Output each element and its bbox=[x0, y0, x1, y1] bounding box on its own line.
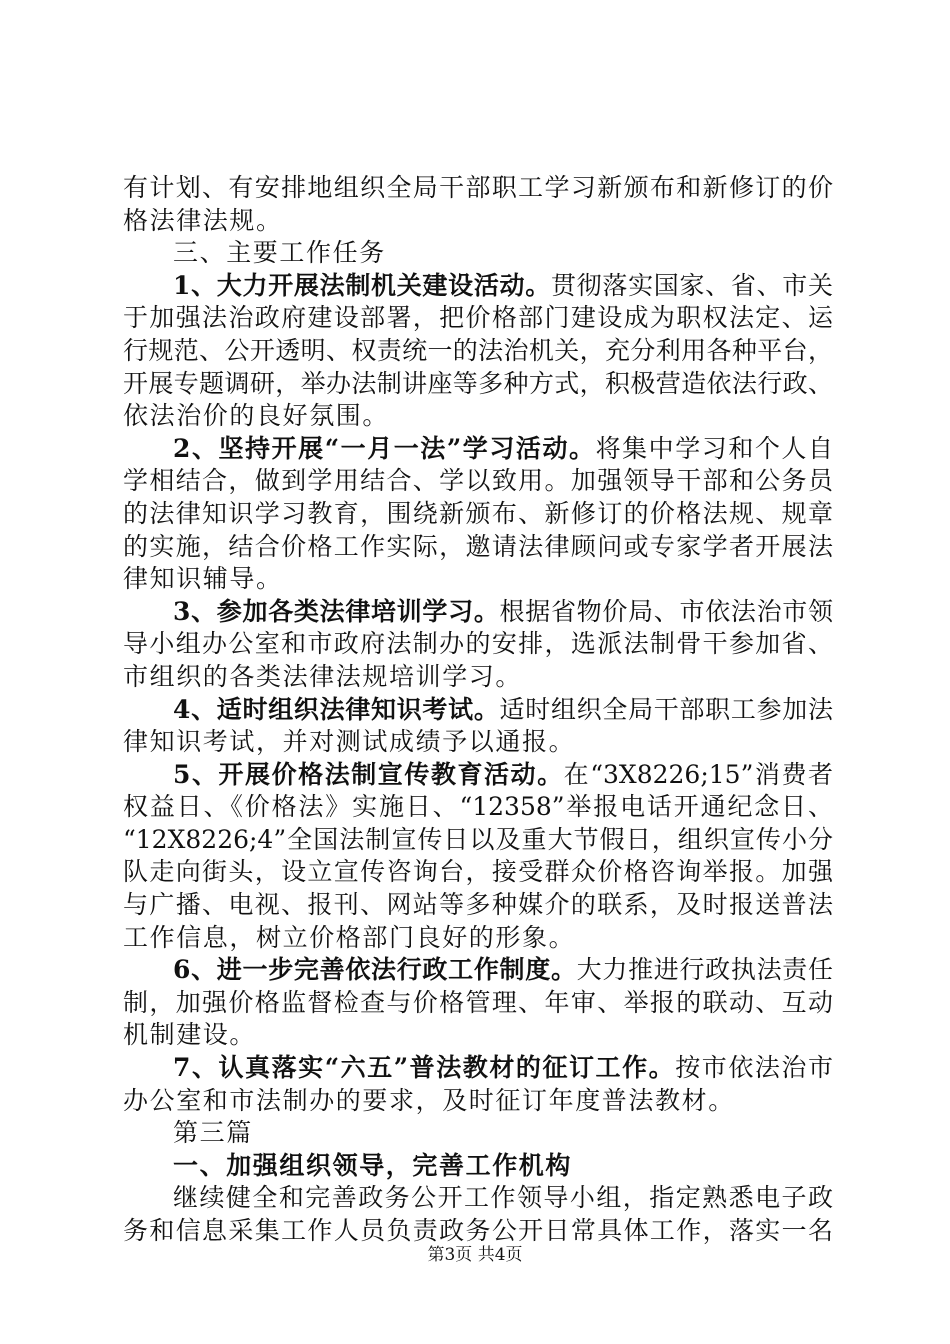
body-text: 有计划、有安排地组织全局干部职工学习新颁布和新修订的价 bbox=[123, 173, 833, 202]
text-line bbox=[123, 302, 833, 335]
text-line bbox=[123, 1052, 833, 1085]
text-line bbox=[123, 1182, 833, 1215]
body-text: 与广播、电视、报刊、网站等多种媒介的联系，及时报送普法 bbox=[123, 890, 833, 920]
heading-text: 一、加强组织领导，完善工作机构 bbox=[173, 1150, 573, 1180]
text-line bbox=[123, 791, 833, 824]
body-text: 大力推进行政执法责任 bbox=[576, 955, 833, 985]
page-footer: 第3页 共4页 bbox=[427, 1245, 523, 1265]
body-text: 制，加强价格监督检查与价格管理、年审、举报的联动、互动 bbox=[123, 987, 833, 1017]
body-text: 继续健全和完善政务公开工作领导小组，指定熟悉电子政 bbox=[173, 1183, 833, 1213]
body-text: 权益日、《价格法》实施日、“12358”举报电话开通纪念日、 bbox=[123, 792, 833, 822]
text-line bbox=[123, 270, 833, 303]
body-text: 学相结合，做到学用结合、学以致用。加强领导干部和公务员 bbox=[123, 466, 833, 496]
text-line bbox=[123, 1215, 833, 1248]
heading-text: 6、进一步完善依法行政工作制度。 bbox=[173, 955, 577, 985]
text-line bbox=[123, 1085, 833, 1118]
text-line bbox=[123, 759, 833, 792]
text-line bbox=[123, 531, 833, 564]
text-line bbox=[123, 954, 833, 987]
body-text: 贯彻落实国家、省、市关 bbox=[550, 270, 833, 300]
text-line bbox=[123, 433, 833, 466]
text-line bbox=[123, 335, 833, 368]
body-text: 三、主要工作任务 bbox=[173, 238, 386, 268]
body-text: 开展专题调研，举办法制讲座等多种方式，积极营造依法行政、 bbox=[123, 368, 833, 398]
text-line bbox=[123, 922, 833, 955]
text-line bbox=[123, 465, 833, 498]
text-line bbox=[123, 856, 833, 889]
text-line bbox=[123, 498, 833, 531]
text-line bbox=[123, 824, 833, 857]
text-line bbox=[123, 628, 833, 661]
body-text: 的实施，结合价格工作实际，邀请法律顾问或专家学者开展法 bbox=[123, 531, 833, 561]
body-text: 于加强法治政府建设部署，把价格部门建设成为职权法定、运 bbox=[123, 303, 833, 333]
text-line bbox=[123, 1117, 833, 1150]
body-text: 队走向街头，设立宣传咨询台，接受群众价格咨询举报。加强 bbox=[123, 857, 833, 887]
text-line bbox=[123, 563, 833, 596]
text-line bbox=[123, 368, 833, 401]
body-text: 将集中学习和个人自 bbox=[595, 433, 833, 463]
body-text: 第三篇 bbox=[173, 1118, 253, 1148]
body-text: 务和信息采集工作人员负责政务公开日常具体工作，落实一名 bbox=[123, 1216, 833, 1245]
text-line bbox=[123, 1019, 833, 1052]
body-text: 适时组织全局干部职工参加法 bbox=[499, 694, 833, 724]
heading-text: 5、开展价格法制宣传教育活动。 bbox=[173, 759, 564, 789]
body-text: 导小组办公室和市政府法制办的安排，选派法制骨干参加省、 bbox=[123, 629, 833, 659]
body-text: 市组织的各类法律法规培训学习。 bbox=[123, 661, 523, 691]
text-line bbox=[123, 400, 833, 433]
body-text: 律知识考试，并对测试成绩予以通报。 bbox=[123, 727, 576, 757]
heading-text: 4、适时组织法律知识考试。 bbox=[173, 694, 500, 724]
body-text: 格法律法规。 bbox=[123, 205, 283, 235]
body-text: 律知识辅导。 bbox=[123, 564, 283, 594]
heading-text: 3、参加各类法律培训学习。 bbox=[173, 596, 500, 626]
text-line bbox=[123, 661, 833, 694]
heading-text: 1、大力开展法制机关建设活动。 bbox=[173, 270, 551, 300]
heading-text: 2、坚持开展“一月一法”学习活动。 bbox=[173, 433, 596, 463]
body-text: 工作信息，树立价格部门良好的形象。 bbox=[123, 922, 576, 952]
body-text: 按市依法治市 bbox=[675, 1053, 833, 1083]
text-line bbox=[123, 1150, 833, 1183]
text-line bbox=[123, 726, 833, 759]
body-text: 机制建设。 bbox=[123, 1020, 257, 1050]
text-line bbox=[123, 987, 833, 1020]
body-text: “12X8226;4”全国法制宣传日以及重大节假日，组织宣传小分 bbox=[123, 824, 833, 854]
body-text: 在“3X8226;15”消费者 bbox=[563, 759, 833, 789]
text-line bbox=[123, 596, 833, 629]
heading-text: 7、认真落实“六五”普法教材的征订工作。 bbox=[173, 1053, 676, 1083]
text-line bbox=[123, 889, 833, 922]
document-body bbox=[123, 172, 833, 1248]
body-text: 行规范、公开透明、权责统一的法治机关，充分利用各种平台， bbox=[123, 335, 833, 365]
text-line bbox=[123, 237, 833, 270]
body-text: 的法律知识学习教育，围绕新颁布、新修订的价格法规、规章 bbox=[123, 498, 833, 528]
body-text: 依法治价的良好氛围。 bbox=[123, 401, 390, 431]
text-line bbox=[123, 205, 833, 238]
text-line bbox=[123, 694, 833, 727]
body-text: 办公室和市法制办的要求，及时征订年度普法教材。 bbox=[123, 1085, 735, 1115]
text-line bbox=[123, 172, 833, 205]
body-text: 根据省物价局、市依法治市领 bbox=[499, 596, 833, 626]
